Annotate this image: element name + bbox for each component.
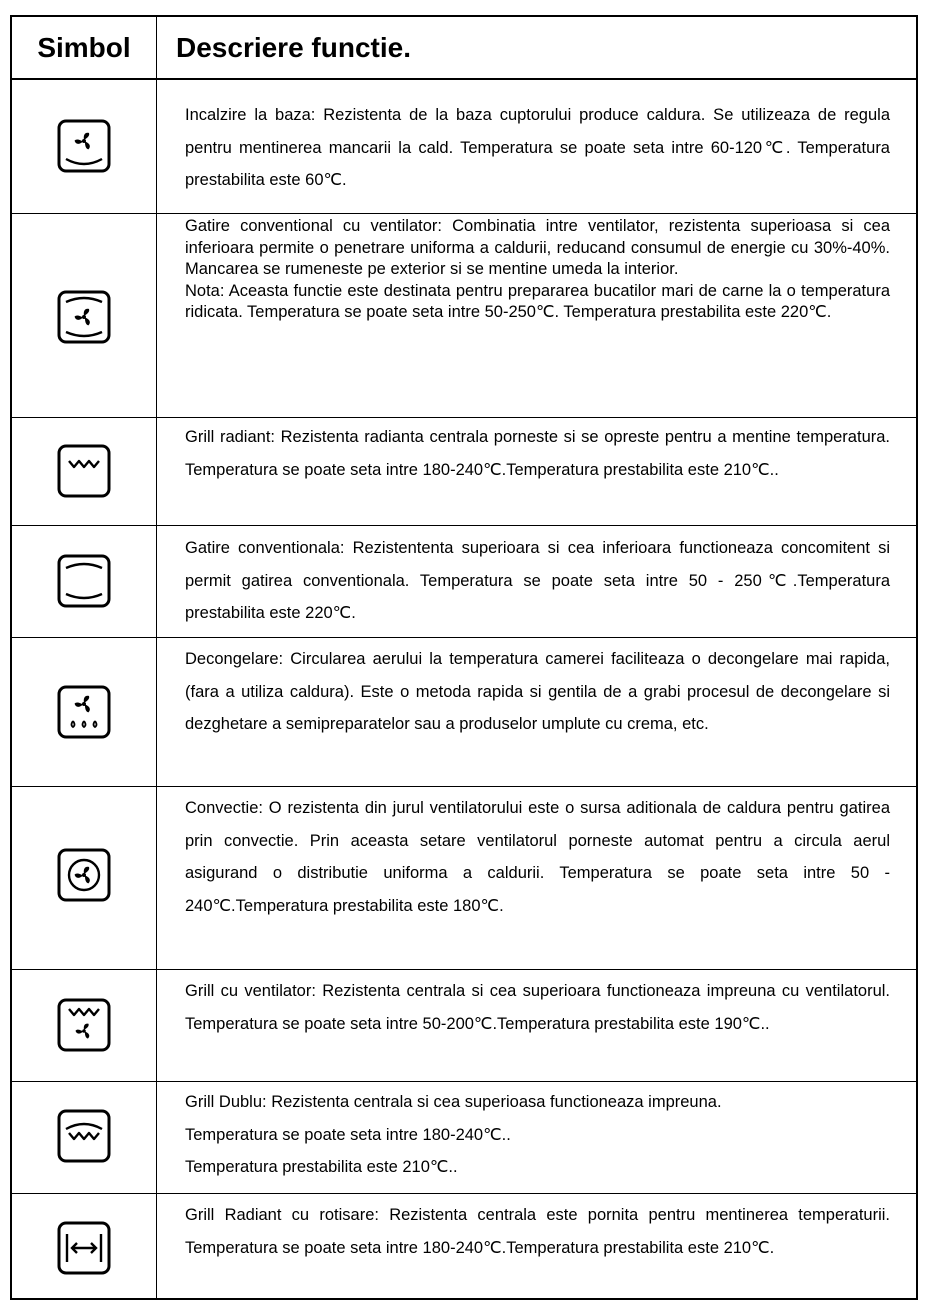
row-description: Grill Dublu: Rezistenta centrala si cea superioasa functioneaza impreuna. Temperatura se poate seta intre 180-240℃.. Temperatura prestabilita este 210℃.. — [185, 1093, 722, 1176]
header-symbol: Simbol — [37, 31, 131, 63]
fan-grill-icon — [56, 997, 112, 1053]
row-description: Incalzire la baza: Rezistenta de la baza cuptorului produce caldura. Se utilizeaza de regula pentru mentinerea mancarii la cald. Temperatura se poate seta intre 60-120℃. Temperatura prestabilita este 60℃. — [185, 106, 890, 189]
rotisserie-grill-icon — [56, 1220, 112, 1276]
oven-functions-table — [10, 15, 918, 1300]
conventional-fan-icon — [56, 289, 112, 345]
row-divider — [12, 525, 916, 526]
row-description: Grill Radiant cu rotisare: Rezistenta centrala este pornita pentru mentinerea temperaturii. Temperatura se poate seta intre 180-240℃.Temperatura prestabilita este 210℃. — [185, 1206, 890, 1257]
row-description: Grill radiant: Rezistenta radianta centrala porneste si se opreste pentru a mentine temperatura. Temperatura se poate seta intre 180-240℃.Temperatura prestabilita este 210℃.. — [185, 428, 890, 479]
column-divider — [156, 17, 157, 1298]
row-description: Gatire conventional cu ventilator: Combinatia intre ventilator, rezistenta superioasa si cea inferioara permite o penetrare uniforma a caldurii, reducand consumul de energie cu 30%-40%. Mancarea se rumeneste pe exterior si se mentine umeda la interior. Nota: Aceasta functie este destinata pentru prepararea bucatilor mari de carne la o temperatura ridicata. Temperatura se poate seta intre 50-250℃. Temperatura prestabilita este 220℃. — [185, 217, 890, 321]
row-description: Grill cu ventilator: Rezistenta centrala si cea superioara functioneaza impreuna cu ventilatorul. Temperatura se poate seta intre 50-200℃.Temperatura prestabilita este 190℃.. — [185, 982, 890, 1033]
row-description: Convectie: O rezistenta din jurul ventilatorului este o sursa aditionala de caldura pentru gatirea prin convectie. Prin aceasta setare ventilatorul porneste automat pentru a circula aerul asigurand o distributie uniforma a caldurii. Temperatura se poate seta intre 50 - 240℃.Temperatura prestabilita este 180℃. — [185, 799, 890, 915]
defrost-icon — [56, 684, 112, 740]
conventional-heat-icon — [56, 553, 112, 609]
row-divider — [12, 417, 916, 418]
bottom-heat-fan-icon — [56, 118, 112, 174]
header-description: Descriere functie. — [176, 31, 411, 63]
row-description: Gatire conventionala: Rezistententa superioara si cea inferioara functioneaza concomitent si permit gatirea conventionala. Temperatura se poate seta intre 50 - 250℃.Temperatura prestabilita este 220℃. — [185, 539, 890, 622]
row-divider — [12, 1081, 916, 1082]
row-divider — [12, 786, 916, 787]
header-divider — [12, 78, 916, 80]
row-divider — [12, 969, 916, 970]
row-divider — [12, 637, 916, 638]
convection-fan-icon — [56, 847, 112, 903]
row-divider — [12, 213, 916, 214]
radiant-grill-icon — [56, 443, 112, 499]
row-divider — [12, 1193, 916, 1194]
double-grill-icon — [56, 1108, 112, 1164]
row-description: Decongelare: Circularea aerului la temperatura camerei faciliteaza o decongelare mai rapida, (fara a utiliza caldura). Este o metoda rapida si gentila de a grabi procesul de decongelare si dezghetare a semipreparatelor sau a produselor umplute cu crema, etc. — [185, 650, 890, 733]
